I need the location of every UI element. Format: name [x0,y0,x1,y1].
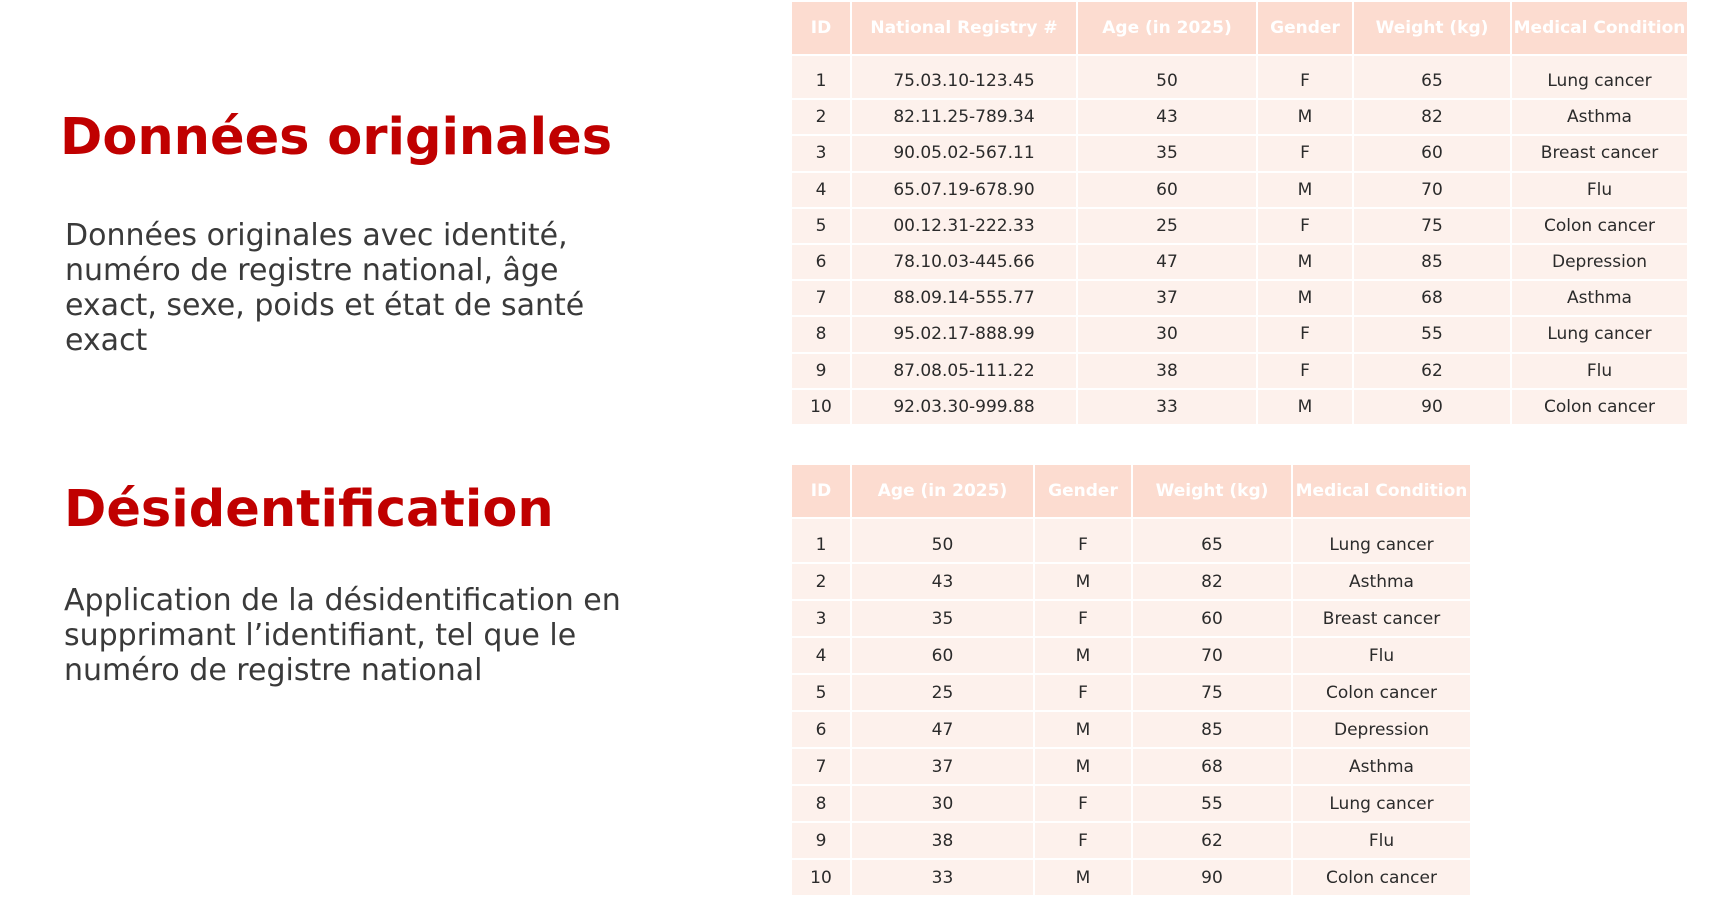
table-cell: 7 [792,749,850,784]
table-cell: Lung cancer [1293,519,1470,562]
table-cell: F [1258,56,1352,98]
table-cell: 10 [792,860,850,895]
table-cell: 37 [1078,281,1256,315]
table-cell: Colon cancer [1293,860,1470,895]
table-cell: 60 [852,638,1033,673]
table-cell: 6 [792,245,850,279]
table-cell: 43 [1078,100,1256,134]
table-cell: Asthma [1293,749,1470,784]
table-cell: M [1035,712,1131,747]
table-cell: Lung cancer [1512,317,1687,351]
table-cell: Lung cancer [1512,56,1687,98]
deidentified-data-table [790,463,1472,897]
table-cell: 00.12.31-222.33 [852,209,1076,243]
deidentified-data-table-body [792,519,1470,895]
table-row [792,100,1687,134]
table-row [792,209,1687,243]
table-cell: M [1035,749,1131,784]
table-cell: 85 [1133,712,1291,747]
table-row [792,245,1687,279]
table-cell: 68 [1354,281,1510,315]
table-cell: 87.08.05-111.22 [852,354,1076,388]
table-cell: F [1258,209,1352,243]
table-cell: 62 [1354,354,1510,388]
table-cell: Depression [1293,712,1470,747]
table-cell: 82.11.25-789.34 [852,100,1076,134]
table-cell: 33 [1078,390,1256,424]
section-title-deidentification: Désidentification [64,480,554,539]
table-cell: Asthma [1512,281,1687,315]
table-row [792,601,1470,636]
table-row [792,638,1470,673]
table-cell: 1 [792,56,850,98]
table-cell: Colon cancer [1293,675,1470,710]
table-cell: 30 [1078,317,1256,351]
table-cell: 50 [852,519,1033,562]
table-cell: 38 [852,823,1033,858]
table-row [792,56,1687,98]
table-cell: 2 [792,100,850,134]
table-cell: M [1035,638,1131,673]
table-cell: 3 [792,136,850,170]
column-header-gender: Gender [1258,2,1352,54]
table-cell: 65 [1133,519,1291,562]
table-cell: M [1258,100,1352,134]
table-cell: 1 [792,519,850,562]
table-row [792,136,1687,170]
table-cell: 25 [852,675,1033,710]
table-cell: F [1258,317,1352,351]
table-cell: 95.02.17-888.99 [852,317,1076,351]
table-cell: 47 [852,712,1033,747]
column-header-id: ID [792,465,850,517]
column-header-age: Age (in 2025) [1078,2,1256,54]
table-cell: 47 [1078,245,1256,279]
table-row [792,749,1470,784]
table-cell: 6 [792,712,850,747]
table-cell: 37 [852,749,1033,784]
table-header-row [792,2,1687,54]
table-row [792,317,1687,351]
table-cell: 25 [1078,209,1256,243]
table-cell: Flu [1512,173,1687,207]
section-title-original-data: Données originales [60,108,613,167]
table-cell: 85 [1354,245,1510,279]
table-cell: Asthma [1293,564,1470,599]
table-cell: 90 [1133,860,1291,895]
table-cell: 33 [852,860,1033,895]
table-cell: Lung cancer [1293,786,1470,821]
column-header-medical-condition: Medical Condition [1512,2,1687,54]
table-row [792,281,1687,315]
table-cell: 65.07.19-678.90 [852,173,1076,207]
table-cell: 75 [1133,675,1291,710]
table-cell: 30 [852,786,1033,821]
table-cell: 75.03.10-123.45 [852,56,1076,98]
table-cell: F [1035,519,1131,562]
table-cell: 60 [1078,173,1256,207]
section-description-deidentification: Application de la désidentification en supprimant l’identifiant, tel que le numéro de registre national [64,583,621,688]
table-cell: Colon cancer [1512,209,1687,243]
table-cell: Colon cancer [1512,390,1687,424]
table-cell: M [1035,860,1131,895]
column-header-weight: Weight (kg) [1133,465,1291,517]
table-cell: 90 [1354,390,1510,424]
table-cell: F [1035,786,1131,821]
table-cell: Flu [1512,354,1687,388]
column-header-national-registry: National Registry # [852,2,1076,54]
table-cell: M [1258,390,1352,424]
original-data-table-body [792,56,1687,424]
section-description-original-data: Données originales avec identité, numéro de registre national, âge exact, sexe, poids et état de santé exact [65,218,585,358]
table-cell: 70 [1354,173,1510,207]
table-cell: 70 [1133,638,1291,673]
table-cell: 43 [852,564,1033,599]
table-cell: 68 [1133,749,1291,784]
column-header-medical-condition: Medical Condition [1293,465,1470,517]
table-cell: 5 [792,675,850,710]
table-cell: M [1258,173,1352,207]
table-cell: 5 [792,209,850,243]
table-row [792,712,1470,747]
table-row [792,786,1470,821]
table-cell: Flu [1293,823,1470,858]
table-cell: 88.09.14-555.77 [852,281,1076,315]
table-cell: 82 [1133,564,1291,599]
table-cell: M [1258,245,1352,279]
table-row [792,173,1687,207]
table-cell: F [1258,354,1352,388]
table-cell: F [1035,601,1131,636]
table-cell: 92.03.30-999.88 [852,390,1076,424]
table-cell: Asthma [1512,100,1687,134]
table-cell: 35 [1078,136,1256,170]
column-header-age: Age (in 2025) [852,465,1033,517]
table-cell: 8 [792,786,850,821]
table-row [792,519,1470,562]
table-row [792,564,1470,599]
table-cell: 2 [792,564,850,599]
table-cell: 10 [792,390,850,424]
table-cell: F [1035,675,1131,710]
table-cell: M [1258,281,1352,315]
table-cell: 62 [1133,823,1291,858]
table-cell: 65 [1354,56,1510,98]
table-cell: 55 [1133,786,1291,821]
table-cell: 9 [792,354,850,388]
table-cell: 60 [1354,136,1510,170]
table-row [792,823,1470,858]
table-row [792,390,1687,424]
table-cell: 4 [792,173,850,207]
table-cell: 7 [792,281,850,315]
column-header-weight: Weight (kg) [1354,2,1510,54]
table-cell: M [1035,564,1131,599]
table-cell: 90.05.02-567.11 [852,136,1076,170]
table-cell: 55 [1354,317,1510,351]
table-row [792,354,1687,388]
table-cell: 78.10.03-445.66 [852,245,1076,279]
table-cell: 9 [792,823,850,858]
table-cell: 3 [792,601,850,636]
table-cell: Breast cancer [1293,601,1470,636]
table-cell: Depression [1512,245,1687,279]
table-cell: 82 [1354,100,1510,134]
table-cell: Flu [1293,638,1470,673]
column-header-id: ID [792,2,850,54]
table-cell: 38 [1078,354,1256,388]
table-cell: F [1035,823,1131,858]
table-cell: 8 [792,317,850,351]
column-header-gender: Gender [1035,465,1131,517]
table-cell: 4 [792,638,850,673]
original-data-table [790,0,1689,426]
table-cell: Breast cancer [1512,136,1687,170]
table-header-row [792,465,1470,517]
table-cell: F [1258,136,1352,170]
table-cell: 50 [1078,56,1256,98]
table-row [792,675,1470,710]
table-cell: 35 [852,601,1033,636]
table-cell: 60 [1133,601,1291,636]
table-cell: 75 [1354,209,1510,243]
